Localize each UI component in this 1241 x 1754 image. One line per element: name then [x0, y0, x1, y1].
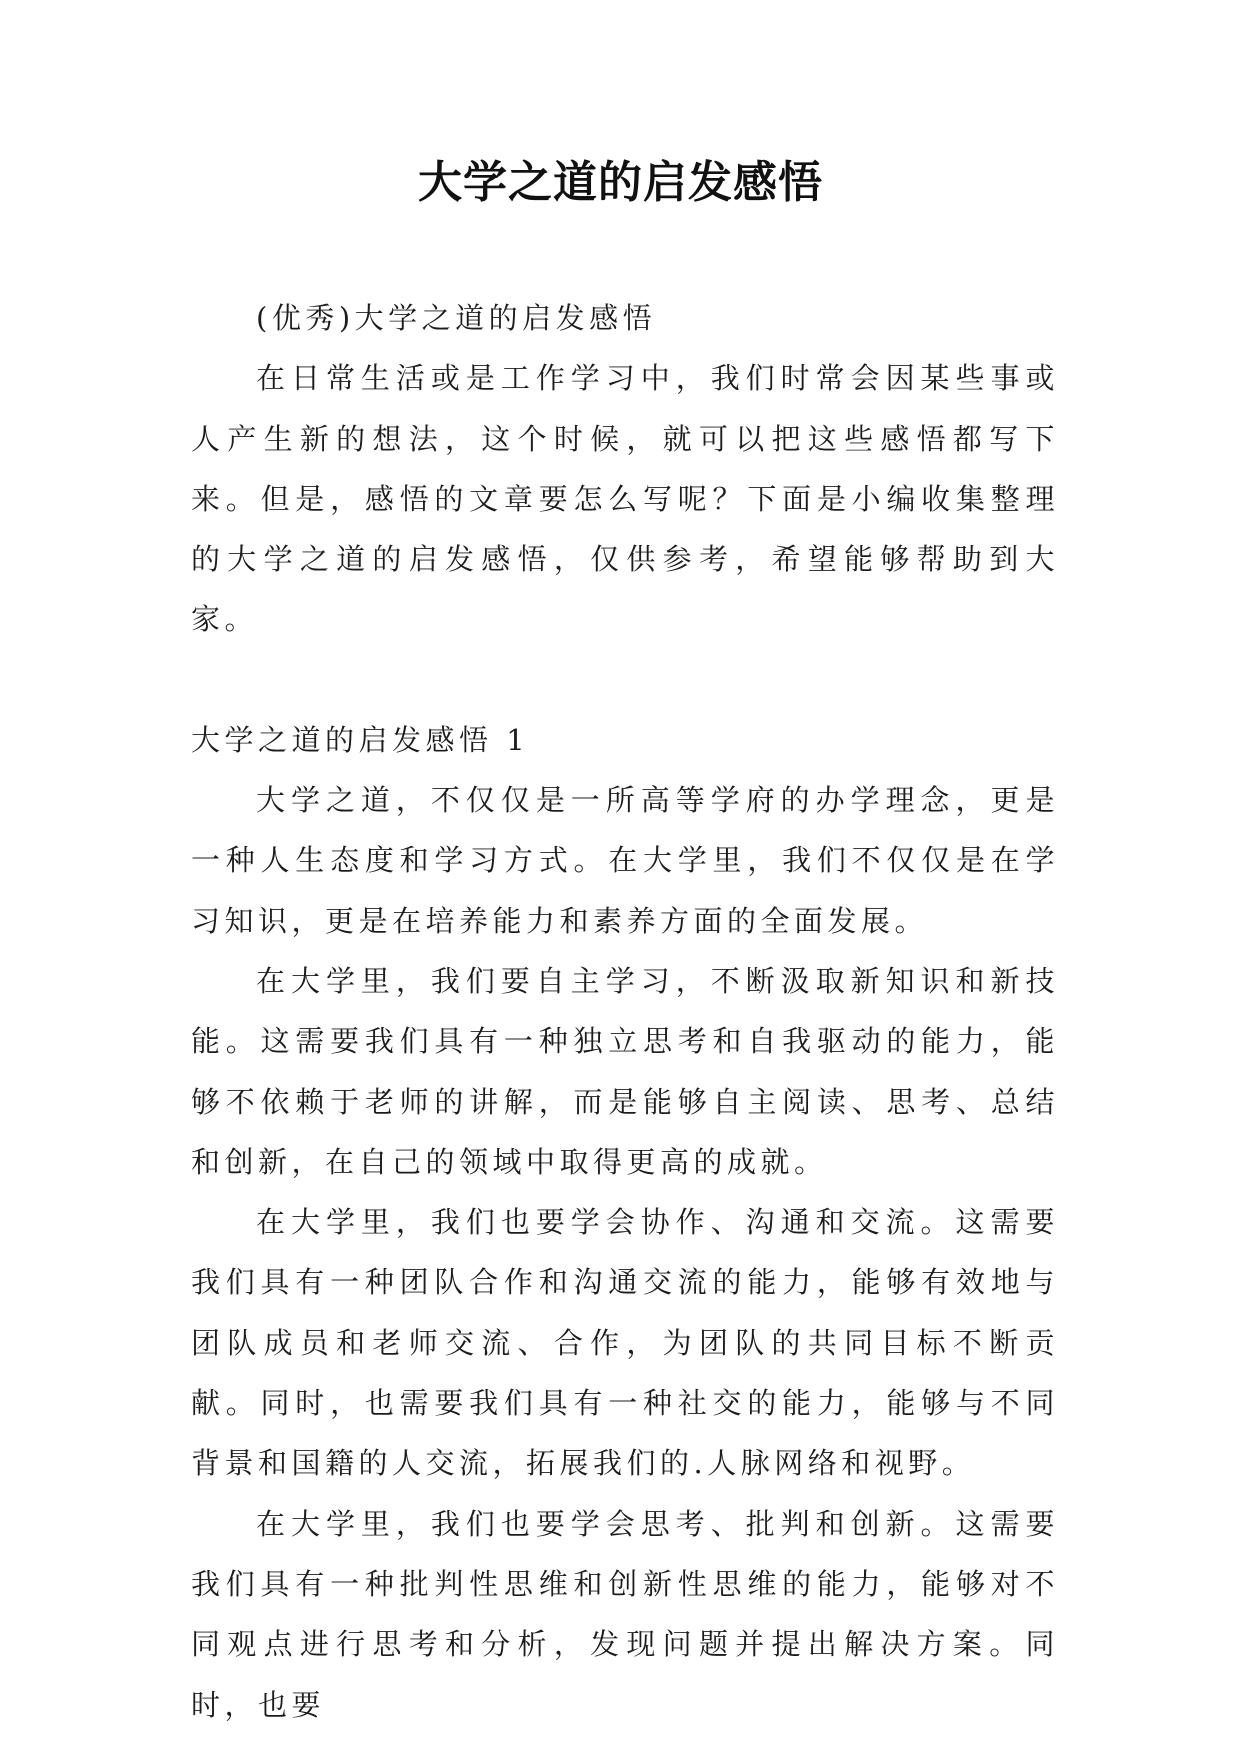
- intro-subtitle: (优秀)大学之道的启发感悟: [256, 301, 657, 335]
- body-paragraph: 在大学里，我们也要学会思考、批判和创新。这需要我们具有一种批判性思维和创新性思维的能力，能够对不同观点进行思考和分析，发现问题并提出解决方案。同时，也要: [191, 1506, 1059, 1722]
- document-title: 大学之道的启发感悟: [418, 157, 823, 208]
- body-paragraph: 在大学里，我们也要学会协作、沟通和交流。这需要我们具有一种团队合作和沟通交流的能力，能够有效地与团队成员和老师交流、合作，为团队的共同目标不断贡献。同时，也需要我们具有一种社交的能力，能够与不同背景和国籍的人交流，拓展我们的.人脉网络和视野。: [191, 1205, 1059, 1481]
- section-heading: 大学之道的启发感悟 1: [191, 722, 530, 757]
- intro-paragraph: 在日常生活或是工作学习中，我们时常会因某些事或人产生新的想法，这个时候，就可以把这些感悟都写下来。但是，感悟的文章要怎么写呢？下面是小编收集整理的大学之道的启发感悟，仅供参考，希望能够帮助到大家。: [191, 361, 1059, 637]
- document-body: [191, 288, 1059, 1735]
- section-spacer: [191, 650, 1059, 710]
- body-paragraph: 在大学里，我们要自主学习，不断汲取新知识和新技能。这需要我们具有一种独立思考和自我驱动的能力，能够不依赖于老师的讲解，而是能够自主阅读、思考、总结和创新，在自己的领域中取得更高的成就。: [191, 963, 1059, 1179]
- body-paragraph: 大学之道，不仅仅是一所高等学府的办学理念，更是一种人生态度和学习方式。在大学里，我们不仅仅是在学习知识，更是在培养能力和素养方面的全面发展。: [191, 783, 1059, 938]
